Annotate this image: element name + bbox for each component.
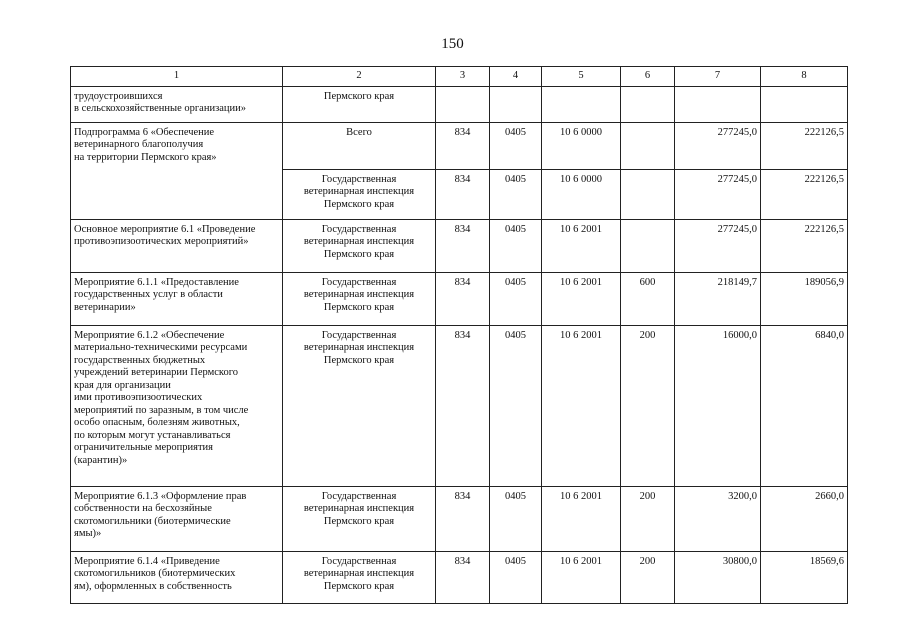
executor-cell: Государственная ветеринарная инспекция Пермского края [283, 551, 436, 603]
executor-cell: Государственная ветеринарная инспекция Пермского края [283, 169, 436, 219]
table-body [71, 86, 848, 603]
executor-cell: Пермского края [283, 86, 436, 122]
header-cell: 1 [71, 67, 283, 87]
table-row [71, 325, 848, 486]
executor-cell: Государственная ветеринарная инспекция Пермского края [283, 219, 436, 272]
item-name-cell: Мероприятие 6.1.1 «Предоставление государственных услуг в области ветеринарии» [71, 272, 283, 325]
value-cell-col8: 222126,5 [761, 219, 848, 272]
header-cell: 5 [542, 67, 621, 87]
header-cell: 8 [761, 67, 848, 87]
value-cell-col7: 277245,0 [675, 169, 761, 219]
value-cell-col8: 18569,6 [761, 551, 848, 603]
value-cell-col8: 222126,5 [761, 122, 848, 169]
header-cell: 7 [675, 67, 761, 87]
table-row [71, 272, 848, 325]
value-cell-col6 [621, 122, 675, 169]
header-cell: 4 [490, 67, 542, 87]
value-cell-col4 [490, 86, 542, 122]
value-cell-col4: 0405 [490, 551, 542, 603]
page-number: 150 [441, 36, 464, 52]
value-cell-col4: 0405 [490, 486, 542, 551]
table-row [71, 219, 848, 272]
header-cell: 2 [283, 67, 436, 87]
table-row [71, 86, 848, 122]
value-cell-col7 [675, 86, 761, 122]
executor-cell: Государственная ветеринарная инспекция Пермского края [283, 486, 436, 551]
item-name-cell: Мероприятие 6.1.4 «Приведение скотомогильников (биотермических ям), оформленных в собственность [71, 551, 283, 603]
header-cell: 6 [621, 67, 675, 87]
value-cell-col8: 6840,0 [761, 325, 848, 486]
value-cell-col7: 16000,0 [675, 325, 761, 486]
executor-cell: Государственная ветеринарная инспекция Пермского края [283, 325, 436, 486]
value-cell-col8 [761, 86, 848, 122]
value-cell-col6 [621, 86, 675, 122]
item-name-cell: Подпрограмма 6 «Обеспечение ветеринарного благополучия на территории Пермского края» [71, 122, 283, 219]
value-cell-col6: 600 [621, 272, 675, 325]
value-cell-col3 [436, 86, 490, 122]
table-row [71, 122, 848, 169]
value-cell-col7: 3200,0 [675, 486, 761, 551]
header-cell: 3 [436, 67, 490, 87]
value-cell-col6: 200 [621, 551, 675, 603]
value-cell-col3: 834 [436, 325, 490, 486]
value-cell-col3: 834 [436, 486, 490, 551]
header-row [71, 67, 848, 87]
value-cell-col3: 834 [436, 169, 490, 219]
value-cell-col5: 10 6 2001 [542, 486, 621, 551]
value-cell-col8: 189056,9 [761, 272, 848, 325]
value-cell-col6 [621, 169, 675, 219]
value-cell-col5: 10 6 2001 [542, 219, 621, 272]
value-cell-col4: 0405 [490, 272, 542, 325]
value-cell-col6 [621, 219, 675, 272]
value-cell-col8: 222126,5 [761, 169, 848, 219]
value-cell-col7: 218149,7 [675, 272, 761, 325]
table-row [71, 486, 848, 551]
executor-cell: Всего [283, 122, 436, 169]
value-cell-col4: 0405 [490, 219, 542, 272]
item-name-cell: Основное мероприятие 6.1 «Проведение противоэпизоотических мероприятий» [71, 219, 283, 272]
item-name-cell: трудоустроившихся в сельскохозяйственные организации» [71, 86, 283, 122]
value-cell-col3: 834 [436, 551, 490, 603]
value-cell-col5 [542, 86, 621, 122]
value-cell-col5: 10 6 2001 [542, 325, 621, 486]
value-cell-col4: 0405 [490, 169, 542, 219]
value-cell-col8: 2660,0 [761, 486, 848, 551]
value-cell-col6: 200 [621, 325, 675, 486]
value-cell-col6: 200 [621, 486, 675, 551]
value-cell-col4: 0405 [490, 122, 542, 169]
value-cell-col5: 10 6 2001 [542, 551, 621, 603]
value-cell-col7: 277245,0 [675, 122, 761, 169]
executor-cell: Государственная ветеринарная инспекция Пермского края [283, 272, 436, 325]
budget-table [70, 66, 848, 604]
value-cell-col3: 834 [436, 122, 490, 169]
item-name-cell: Мероприятие 6.1.3 «Оформление прав собственности на бесхозяйные скотомогильники (биотермические ямы)» [71, 486, 283, 551]
value-cell-col4: 0405 [490, 325, 542, 486]
value-cell-col5: 10 6 2001 [542, 272, 621, 325]
table-row [71, 551, 848, 603]
value-cell-col5: 10 6 0000 [542, 169, 621, 219]
value-cell-col7: 277245,0 [675, 219, 761, 272]
value-cell-col5: 10 6 0000 [542, 122, 621, 169]
value-cell-col3: 834 [436, 272, 490, 325]
value-cell-col3: 834 [436, 219, 490, 272]
item-name-cell: Мероприятие 6.1.2 «Обеспечение материально-техническими ресурсами государственных бюджетных учреждений ветеринарии Пермского края для организации ими противоэпизоотических мероприятий по заразным, в том числе особо опасным, болезням животных, по которым могут устанавливаться ограничительные мероприятия (карантин)» [71, 325, 283, 486]
value-cell-col7: 30800,0 [675, 551, 761, 603]
